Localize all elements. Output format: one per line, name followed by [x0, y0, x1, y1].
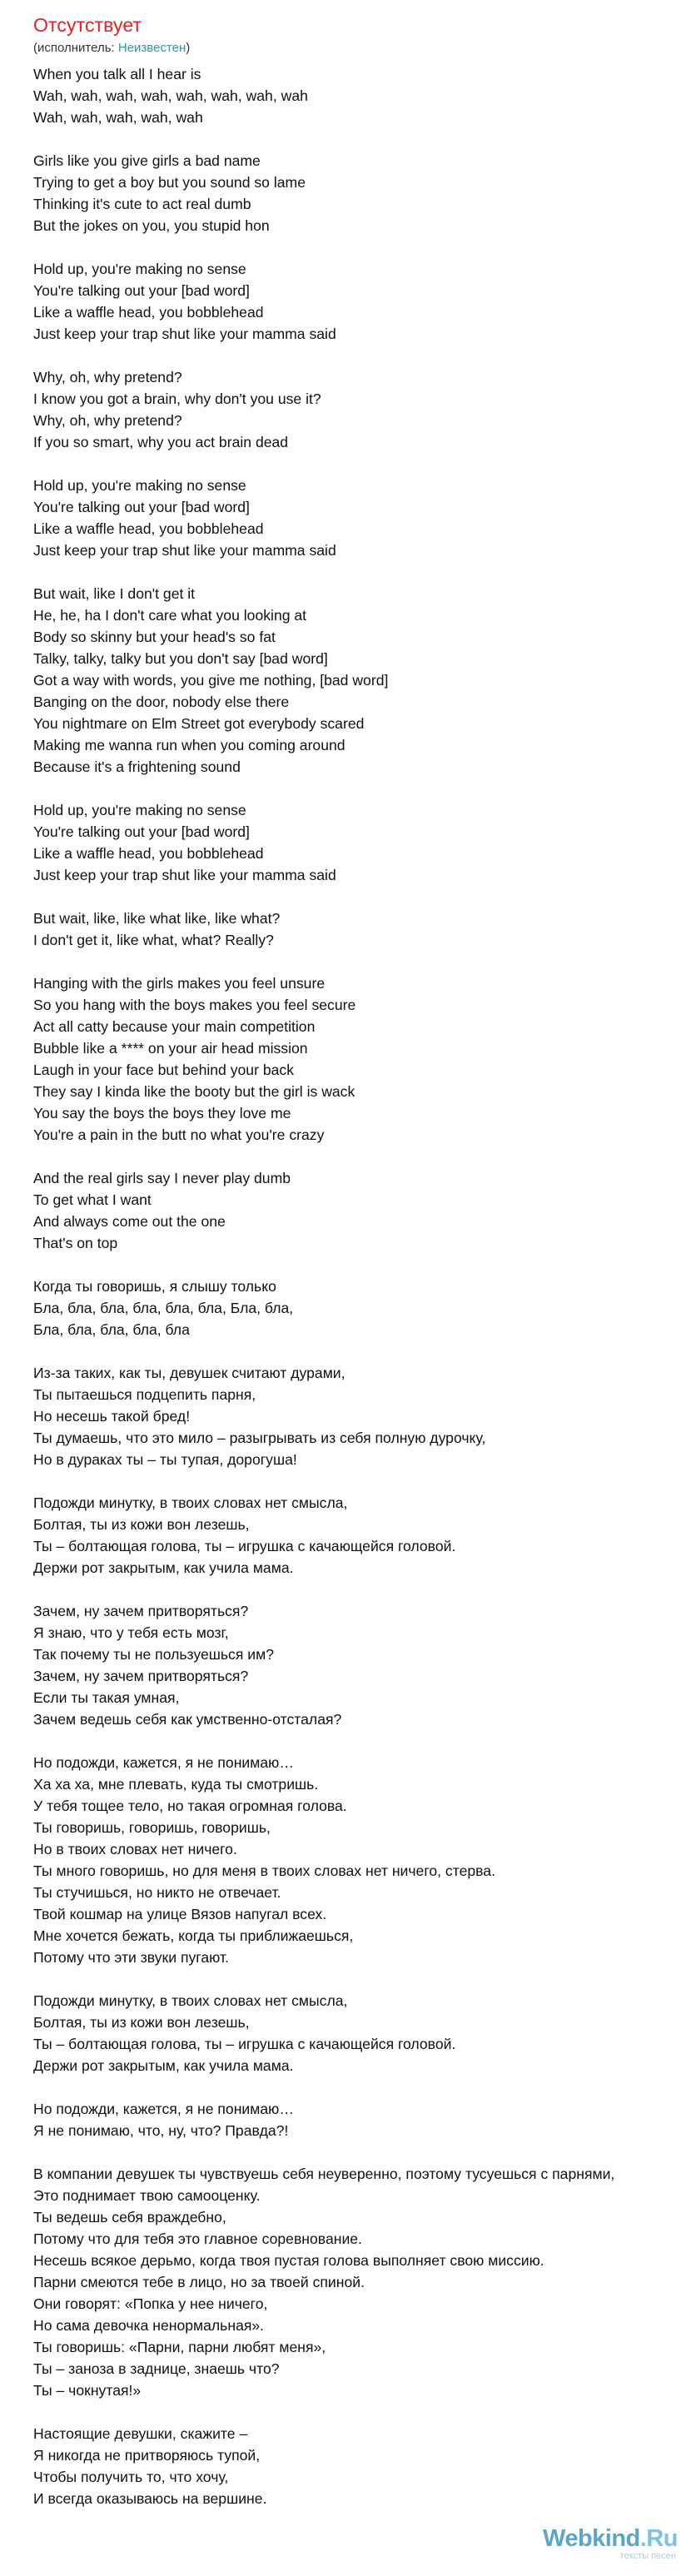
lyrics-line: Так почему ты не пользуешься им?	[33, 1646, 274, 1663]
lyrics-stanza	[33, 908, 661, 951]
lyrics-line: You nightmare on Elm Street got everybody scared	[33, 715, 365, 732]
lyrics-line: Но подожди, кажется, я не понимаю…	[33, 2101, 294, 2117]
lyrics-line: Это поднимает твою самооценку.	[33, 2187, 261, 2204]
lyrics-line: You're talking out your [bad word]	[33, 823, 250, 840]
lyrics-line: Несешь всякое дерьмо, когда твоя пустая голова выполняет свою миссию.	[33, 2252, 544, 2269]
lyrics-line: Wah, wah, wah, wah, wah, wah, wah, wah	[33, 87, 308, 104]
lyrics-stanza	[33, 475, 661, 561]
lyrics-stanza	[33, 1990, 661, 2076]
lyrics-line: Ты говоришь, говоришь, говоришь,	[33, 1819, 271, 1836]
lyrics-stanza	[33, 1167, 661, 1254]
lyrics-line: If you so smart, why you act brain dead	[33, 434, 289, 450]
lyrics-line: I don't get it, like what, what? Really?	[33, 932, 274, 948]
lyrics-line: And the real girls say I never play dumb	[33, 1170, 291, 1186]
lyrics-line: Just keep your trap shut like your mamma said	[33, 542, 336, 559]
lyrics-line: And always come out the one	[33, 1213, 226, 1230]
lyrics-stanza	[33, 2423, 661, 2509]
lyrics-line: У тебя тощее тело, но такая огромная голова.	[33, 1798, 347, 1814]
lyrics-stanza	[33, 258, 661, 345]
lyrics-stanza	[33, 972, 661, 1146]
lyrics-line: You say the boys the boys they love me	[33, 1105, 291, 1121]
lyrics-line: Got a way with words, you give me nothing, [bad word]	[33, 672, 389, 689]
lyrics-line: But the jokes on you, you stupid hon	[33, 217, 270, 234]
lyrics-line: Настоящие девушки, скажите –	[33, 2425, 248, 2442]
lyrics-line: Hold up, you're making no sense	[33, 477, 246, 494]
lyrics-line: Ты – чокнутая!»	[33, 2382, 142, 2399]
lyrics-line: Like a waffle head, you bobblehead	[33, 845, 264, 862]
lyrics-line: Like a waffle head, you bobblehead	[33, 304, 264, 321]
lyrics-line: Из-за таких, как ты, девушек считают дурами,	[33, 1365, 346, 1381]
lyrics-line: Laugh in your face but behind your back	[33, 1062, 294, 1078]
lyrics-line: Зачем, ну зачем притворяться?	[33, 1603, 249, 1619]
lyrics-stanza	[33, 583, 661, 778]
lyrics-line: Ты – болтающая голова, ты – игрушка с качающейся головой.	[33, 1538, 456, 1554]
lyrics-line: Когда ты говоришь, я слышу только	[33, 1278, 276, 1295]
lyrics-line: Болтая, ты из кожи вон лезешь,	[33, 1516, 250, 1533]
lyrics-line: Banging on the door, nobody else there	[33, 694, 290, 710]
lyrics-stanza	[33, 2098, 661, 2141]
lyrics-line: Но в твоих словах нет ничего.	[33, 1841, 237, 1857]
lyrics-stanza	[33, 1276, 661, 1340]
lyrics-stanza	[33, 2163, 661, 2401]
lyrics-stanza	[33, 150, 661, 236]
lyrics-line: Бла, бла, бла, бла, бла, бла, Бла, бла,	[33, 1300, 294, 1316]
lyrics-line: Но в дураках ты – ты тупая, дорогуша!	[33, 1451, 297, 1468]
lyrics-line: Hold up, you're making no sense	[33, 261, 246, 277]
lyrics-line: И всегда оказываюсь на вершине.	[33, 2490, 267, 2507]
lyrics-line: So you hang with the boys makes you feel secure	[33, 997, 356, 1013]
logo-name: Webkind	[542, 2525, 640, 2552]
lyrics-stanza	[33, 1362, 661, 1470]
lyrics-line: That's on top	[33, 1235, 118, 1251]
lyrics-line: Body so skinny but your head's so fat	[33, 629, 276, 645]
lyrics-line: Trying to get a boy but you sound so lame	[33, 174, 306, 191]
logo-wordmark	[543, 2525, 678, 2552]
lyrics-line: Ты думаешь, что это мило – разыгрывать из себя полную дурочку,	[33, 1430, 486, 1446]
lyrics-line: They say I kinda like the booty but the girl is wack	[33, 1083, 355, 1100]
logo-tagline: тексты песен	[619, 2551, 676, 2561]
lyrics-line: Ты – заноза в заднице, знаешь что?	[33, 2360, 280, 2377]
lyrics-line: Wah, wah, wah, wah, wah	[33, 109, 203, 126]
lyrics-line: Why, oh, why pretend?	[33, 412, 182, 429]
logo-suffix: .Ru	[639, 2525, 678, 2552]
lyrics-line: Они говорят: «Попка у нее ничего,	[33, 2295, 268, 2312]
lyrics-line: Мне хочется бежать, когда ты приближаешься,	[33, 1927, 354, 1944]
lyrics-stanza	[33, 799, 661, 886]
lyrics-body	[33, 63, 661, 2509]
lyrics-line: When you talk all I hear is	[33, 66, 201, 82]
lyrics-line: Ты стучишься, но никто не отвечает.	[33, 1884, 281, 1901]
lyrics-line: He, he, ha I don't care what you looking at	[33, 607, 307, 624]
meta-open: (исполнитель:	[33, 41, 118, 55]
lyrics-line: В компании девушек ты чувствуешь себя неуверенно, поэтому тусуешься с парнями,	[33, 2166, 615, 2182]
lyrics-line: Thinking it's cute to act real dumb	[33, 196, 251, 212]
lyrics-line: Я знаю, что у тебя есть мозг,	[33, 1624, 229, 1641]
lyrics-line: Just keep your trap shut like your mamma said	[33, 326, 336, 342]
lyrics-line: Bubble like a **** on your air head mission	[33, 1040, 308, 1057]
lyrics-line: Girls like you give girls a bad name	[33, 152, 261, 169]
lyrics-line: Подожди минутку, в твоих словах нет смысла,	[33, 1992, 348, 2009]
lyrics-line: Like a waffle head, you bobblehead	[33, 520, 264, 537]
lyrics-line: Твой кошмар на улице Вязов напугал всех.	[33, 1906, 327, 1922]
lyrics-line: Making me wanna run when you coming around	[33, 737, 346, 753]
lyrics-line: Why, oh, why pretend?	[33, 369, 182, 385]
song-meta	[33, 40, 661, 57]
lyrics-line: Потому что эти звуки пугают.	[33, 1949, 229, 1966]
lyrics-line: Держи рот закрытым, как учила мама.	[33, 1559, 294, 1576]
lyrics-line: Парни смеются тебе в лицо, но за твоей спиной.	[33, 2274, 365, 2290]
lyrics-line: Но несешь такой бред!	[33, 1408, 191, 1425]
lyrics-line: Talky, talky, talky but you don't say [bad word]	[33, 650, 328, 667]
lyrics-line: Болтая, ты из кожи вон лезешь,	[33, 2014, 250, 2031]
artist-link[interactable]: Неизвестен	[117, 41, 186, 55]
lyrics-line: Подожди минутку, в твоих словах нет смысла,	[33, 1494, 348, 1511]
lyrics-line: Но сама девочка ненормальная».	[33, 2317, 265, 2334]
lyrics-line: Зачем, ну зачем притворяться?	[33, 1668, 249, 1684]
lyrics-stanza	[33, 63, 661, 128]
lyrics-line: Я никогда не притворяюсь тупой,	[33, 2447, 261, 2464]
lyrics-line: Hanging with the girls makes you feel unsure	[33, 975, 326, 992]
lyrics-line: But wait, like, like what like, like what?	[33, 910, 281, 927]
lyrics-line: Ты ведешь себя враждебно,	[33, 2209, 226, 2225]
lyrics-line: Ты пытаешься подцепить парня,	[33, 1386, 256, 1403]
lyrics-line: Just keep your trap shut like your mamma said	[33, 867, 336, 883]
lyrics-line: Если ты такая умная,	[33, 1689, 180, 1706]
lyrics-line: Because it's a frightening sound	[33, 758, 241, 775]
lyrics-line: Ты говоришь: «Парни, парни любят меня»,	[33, 2339, 326, 2355]
lyrics-line: Act all catty because your main competition	[33, 1018, 316, 1035]
site-logo[interactable]	[543, 2527, 678, 2561]
lyrics-line: You're talking out your [bad word]	[33, 499, 250, 515]
lyrics-line: Ха ха ха, мне плевать, куда ты смотришь.	[33, 1776, 319, 1793]
lyrics-line: Зачем ведешь себя как умственно-отсталая?	[33, 1711, 342, 1728]
lyrics-line: Держи рот закрытым, как учила мама.	[33, 2057, 294, 2074]
lyrics-stanza	[33, 366, 661, 453]
lyrics-line: You're a pain in the butt no what you're crazy	[33, 1126, 325, 1143]
lyrics-line: Чтобы получить то, что хочу,	[33, 2469, 229, 2485]
meta-close: )	[186, 41, 191, 55]
lyrics-line: Потому что для тебя это главное соревнование.	[33, 2230, 362, 2247]
lyrics-stanza	[33, 1752, 661, 1968]
lyrics-line: Ты – болтающая голова, ты – игрушка с качающейся головой.	[33, 2036, 456, 2052]
song-title: Отсутствует	[33, 14, 142, 36]
lyrics-line: I know you got a brain, why don't you use it?	[33, 390, 321, 407]
lyrics-line: Hold up, you're making no sense	[33, 802, 246, 818]
lyrics-stanza	[33, 1600, 661, 1730]
lyrics-line: Ты много говоришь, но для меня в твоих словах нет ничего, стерва.	[33, 1862, 495, 1879]
lyrics-line: To get what I want	[33, 1191, 152, 1208]
lyrics-line: But wait, like I don't get it	[33, 585, 196, 602]
lyrics-stanza	[33, 1492, 661, 1579]
lyrics-line: Я не понимаю, что, ну, что? Правда?!	[33, 2122, 289, 2139]
lyrics-line: Бла, бла, бла, бла, бла	[33, 1321, 190, 1338]
lyrics-line: You're talking out your [bad word]	[33, 282, 250, 299]
lyrics-line: Но подожди, кажется, я не понимаю…	[33, 1754, 294, 1771]
